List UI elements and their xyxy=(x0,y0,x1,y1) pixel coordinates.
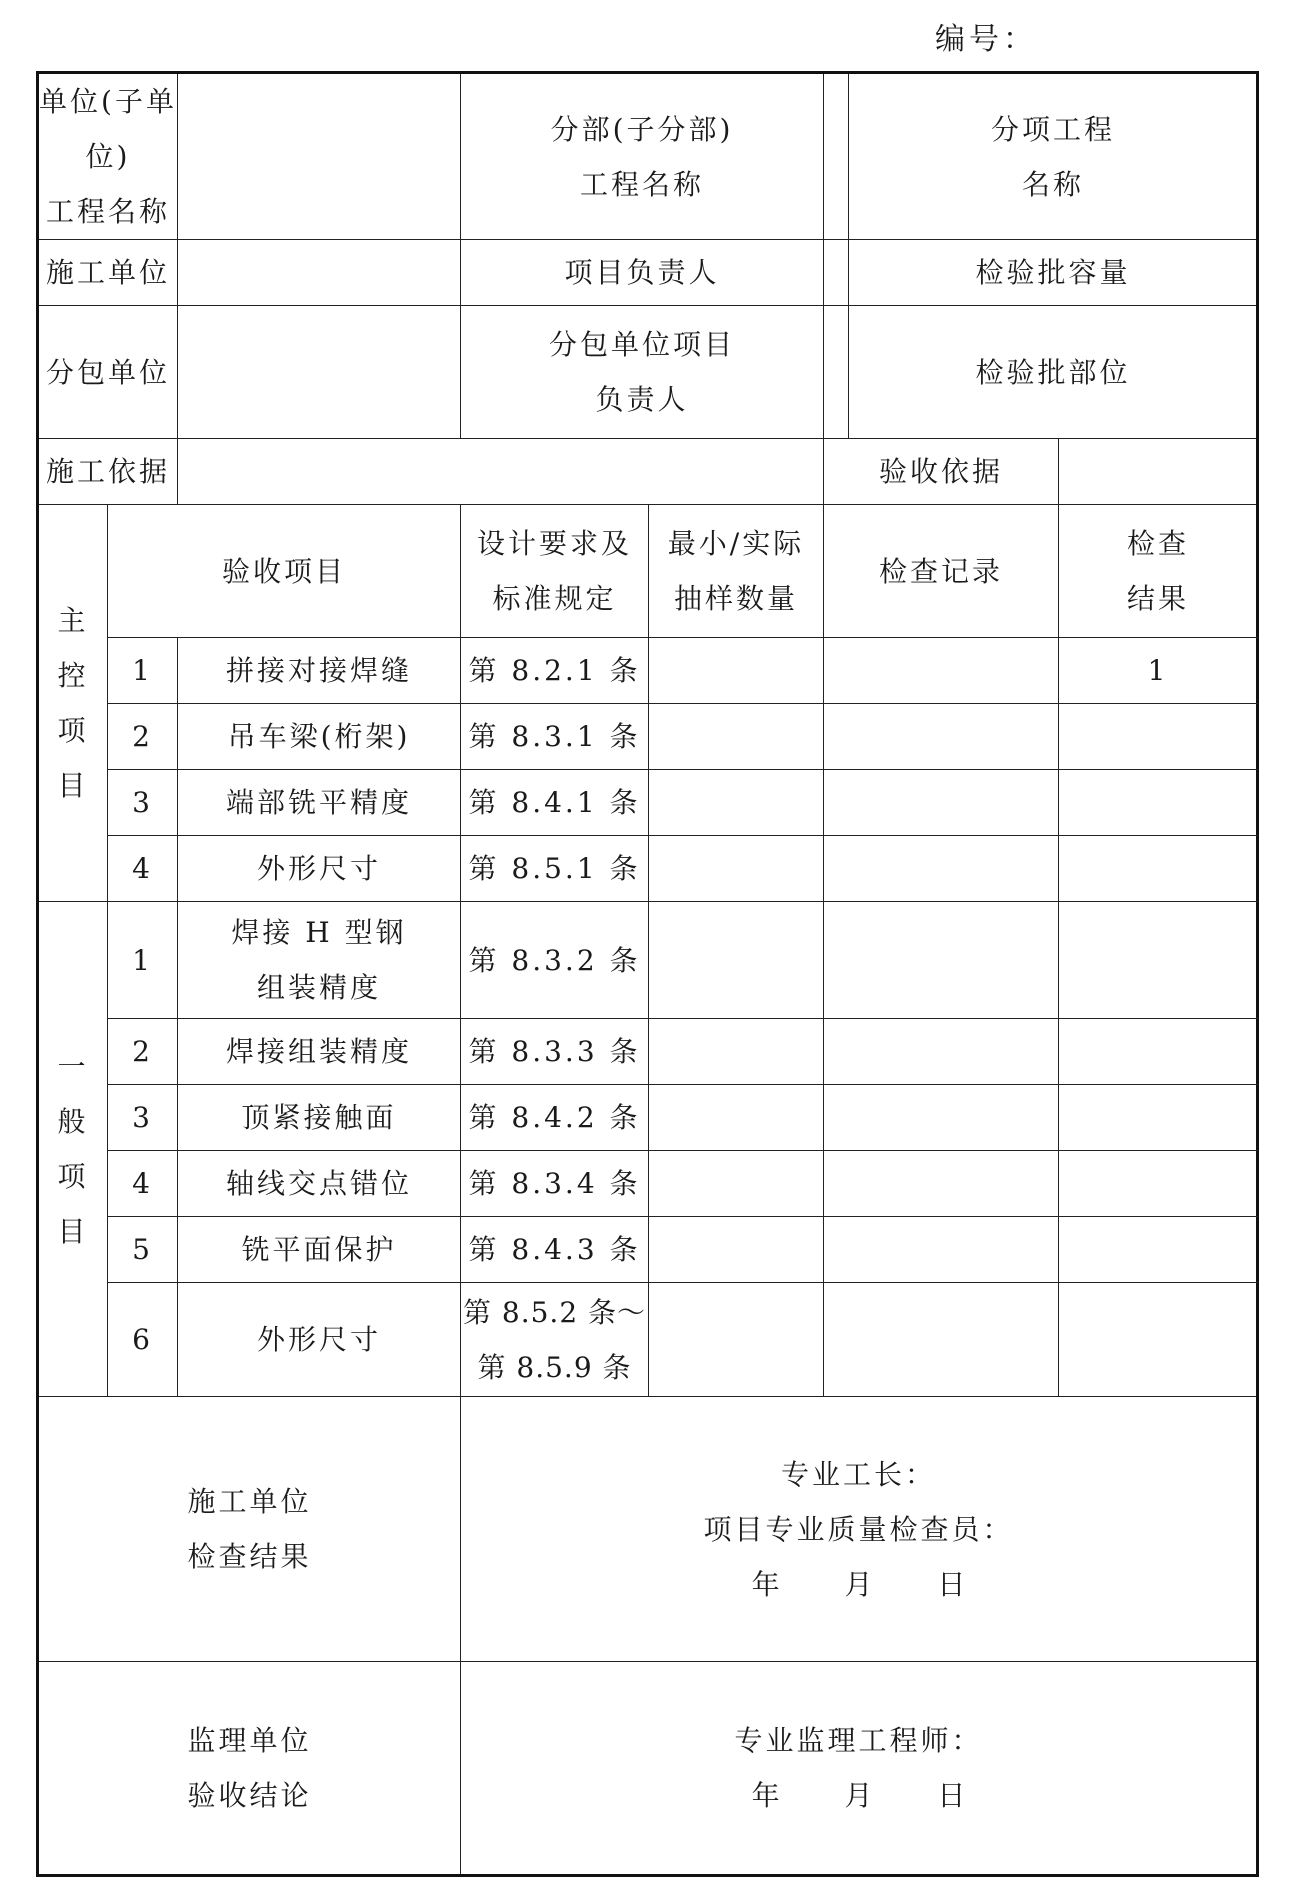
acceptance-item: 拼接对接焊缝 xyxy=(178,638,461,704)
sample-count-cell[interactable] xyxy=(649,638,824,704)
inspection-result-cell[interactable] xyxy=(1059,836,1258,902)
inspection-result-cell[interactable] xyxy=(1059,1283,1258,1397)
inspection-record-header: 检查记录 xyxy=(824,505,1059,638)
row-number: 2 xyxy=(108,1019,178,1085)
acceptance-basis-value[interactable] xyxy=(1059,439,1258,505)
design-clause: 第 8.3.2 条 xyxy=(461,902,649,1019)
design-clause: 第 8.5.1 条 xyxy=(461,836,649,902)
row-number: 5 xyxy=(108,1217,178,1283)
supervision-date: 年 月 日 xyxy=(751,1779,994,1812)
construction-unit-value[interactable] xyxy=(178,240,461,306)
unit-project-name-value[interactable] xyxy=(178,73,461,240)
sample-count-cell[interactable] xyxy=(649,1151,824,1217)
supervision-conclusion-label: 监理单位 验收结论 xyxy=(38,1662,461,1876)
design-clause: 第 8.2.1 条 xyxy=(461,638,649,704)
serial-number-label: 编号： xyxy=(935,22,1037,57)
design-clause: 第 8.4.2 条 xyxy=(461,1085,649,1151)
sample-count-cell[interactable] xyxy=(649,1019,824,1085)
table-row xyxy=(38,704,1258,770)
inspection-record-cell[interactable] xyxy=(824,770,1059,836)
sample-count-cell[interactable] xyxy=(649,704,824,770)
general-section-label: 一 般 项 目 xyxy=(38,902,108,1397)
sample-count-cell[interactable] xyxy=(649,770,824,836)
acceptance-item: 轴线交点错位 xyxy=(178,1151,461,1217)
batch-location-label: 检验批部位 xyxy=(849,306,1258,439)
inspection-record-cell[interactable] xyxy=(824,704,1059,770)
subcontractor-manager-value[interactable] xyxy=(824,306,849,439)
table-row xyxy=(38,638,1258,704)
main-control-section-label: 主 控 项 目 xyxy=(38,505,108,902)
acceptance-item: 焊接 H 型钢 组装精度 xyxy=(178,902,461,1019)
design-clause: 第 8.3.3 条 xyxy=(461,1019,649,1085)
acceptance-item: 吊车梁(桁架) xyxy=(178,704,461,770)
acceptance-item: 焊接组装精度 xyxy=(178,1019,461,1085)
supervision-signature-area[interactable] xyxy=(461,1662,1258,1876)
design-clause: 第 8.5.2 条～ 第 8.5.9 条 xyxy=(461,1283,649,1397)
acceptance-item: 外形尺寸 xyxy=(178,836,461,902)
inspection-record-cell[interactable] xyxy=(824,902,1059,1019)
quality-inspector-label: 项目专业质量检查员： xyxy=(703,1512,1014,1546)
design-clause: 第 8.4.1 条 xyxy=(461,770,649,836)
construction-check-signature-area[interactable] xyxy=(461,1397,1258,1662)
inspection-record-cell[interactable] xyxy=(824,1085,1059,1151)
construction-basis-value[interactable] xyxy=(178,439,824,505)
inspection-result-cell[interactable] xyxy=(1059,902,1258,1019)
row-number: 4 xyxy=(108,1151,178,1217)
foreman-label: 专业工长： xyxy=(781,1457,937,1491)
division-project-name-value[interactable] xyxy=(824,73,849,240)
table-row xyxy=(38,1085,1258,1151)
table-row xyxy=(38,1283,1258,1397)
subcontractor-value[interactable] xyxy=(178,306,461,439)
inspection-result-cell[interactable] xyxy=(1059,704,1258,770)
check-date: 年 月 日 xyxy=(751,1567,994,1601)
division-project-name-label: 分部(子分部) 工程名称 xyxy=(461,73,824,240)
inspection-record-cell[interactable] xyxy=(824,1151,1059,1217)
inspection-record-cell[interactable] xyxy=(824,1217,1059,1283)
inspection-record-cell[interactable] xyxy=(824,1019,1059,1085)
inspection-result-cell[interactable]: 1 xyxy=(1059,638,1258,704)
acceptance-item: 外形尺寸 xyxy=(178,1283,461,1397)
inspection-record-cell[interactable] xyxy=(824,638,1059,704)
acceptance-item: 顶紧接触面 xyxy=(178,1085,461,1151)
inspection-record-cell[interactable] xyxy=(824,1283,1059,1397)
inspection-result-cell[interactable] xyxy=(1059,770,1258,836)
project-manager-value[interactable] xyxy=(824,240,849,306)
batch-capacity-label: 检验批容量 xyxy=(849,240,1258,306)
row-number: 3 xyxy=(108,1085,178,1151)
design-clause: 第 8.3.4 条 xyxy=(461,1151,649,1217)
inspection-record-cell[interactable] xyxy=(824,836,1059,902)
acceptance-item: 端部铣平精度 xyxy=(178,770,461,836)
design-requirement-header: 设计要求及 标准规定 xyxy=(461,505,649,638)
sample-count-cell[interactable] xyxy=(649,1217,824,1283)
row-number: 1 xyxy=(108,902,178,1019)
subcontractor-manager-label: 分包单位项目 负责人 xyxy=(461,306,824,439)
inspection-result-cell[interactable] xyxy=(1059,1085,1258,1151)
construction-check-label: 施工单位 检查结果 xyxy=(38,1397,461,1662)
inspection-result-cell[interactable] xyxy=(1059,1151,1258,1217)
sample-count-cell[interactable] xyxy=(649,836,824,902)
row-number: 4 xyxy=(108,836,178,902)
acceptance-basis-label: 验收依据 xyxy=(824,439,1059,505)
sample-count-cell[interactable] xyxy=(649,1085,824,1151)
row-number: 1 xyxy=(108,638,178,704)
inspection-result-cell[interactable] xyxy=(1059,1019,1258,1085)
row-number: 2 xyxy=(108,704,178,770)
table-row xyxy=(38,1019,1258,1085)
project-manager-label: 项目负责人 xyxy=(461,240,824,306)
construction-unit-label: 施工单位 xyxy=(38,240,178,306)
acceptance-item: 铣平面保护 xyxy=(178,1217,461,1283)
table-row xyxy=(38,770,1258,836)
supervising-engineer-label: 专业监理工程师： xyxy=(734,1724,983,1757)
sample-count-cell[interactable] xyxy=(649,1283,824,1397)
design-clause: 第 8.3.1 条 xyxy=(461,704,649,770)
table-row xyxy=(38,902,1258,1019)
row-number: 3 xyxy=(108,770,178,836)
acceptance-item-header: 验收项目 xyxy=(108,505,461,638)
subcontractor-label: 分包单位 xyxy=(38,306,178,439)
row-number: 6 xyxy=(108,1283,178,1397)
table-row xyxy=(38,1151,1258,1217)
inspection-batch-form xyxy=(36,71,1259,1877)
inspection-result-header: 检查 结果 xyxy=(1059,505,1258,638)
subitem-project-name-label: 分项工程 名称 xyxy=(849,73,1258,240)
construction-basis-label: 施工依据 xyxy=(38,439,178,505)
unit-project-name-label: 单位(子单位) 工程名称 xyxy=(38,73,178,240)
design-clause: 第 8.4.3 条 xyxy=(461,1217,649,1283)
table-row xyxy=(38,1217,1258,1283)
table-row xyxy=(38,836,1258,902)
sample-count-cell[interactable] xyxy=(649,902,824,1019)
sample-count-header: 最小/实际 抽样数量 xyxy=(649,505,824,638)
inspection-result-cell[interactable] xyxy=(1059,1217,1258,1283)
